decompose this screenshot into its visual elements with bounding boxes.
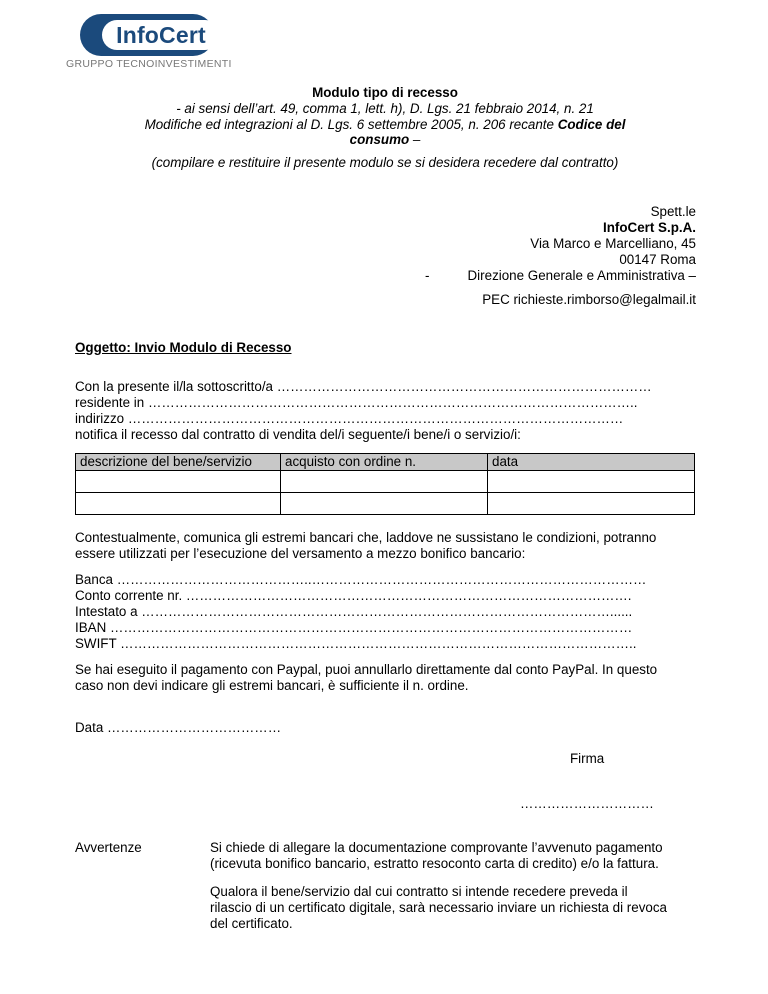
- bank-intro-line1: Contestualmente, comunica gli estremi bancari che, laddove ne sussistano le condizioni, potranno: [75, 530, 657, 545]
- subject-heading: Oggetto: Invio Modulo di Recesso: [75, 340, 292, 355]
- warnings-p2-line2: rilascio di un certificato digitale, sarà necessario inviare un richiesta di revoca: [210, 900, 667, 915]
- bank-field-swift[interactable]: SWIFT ……………………………………………………………………………………………………..: [75, 636, 637, 651]
- goods-table: [75, 453, 695, 515]
- table-row: [76, 493, 695, 515]
- body-line-residence: residente in ………………………………………………………………………………………………..: [75, 395, 638, 410]
- header-dash: –: [409, 132, 421, 147]
- warnings-p2-line1: Qualora il bene/servizio dal cui contratto si intende recedere preveda il: [210, 884, 628, 899]
- bank-intro-line2: essere utilizzati per l’esecuzione del versamento a mezzo bonifico bancario:: [75, 546, 526, 561]
- warnings-p1-line1: Si chiede di allegare la documentazione comprovante l’avvenuto pagamento: [210, 840, 663, 855]
- bank-field-intestato[interactable]: Intestato a ……………………………………………………………………………………………......: [75, 604, 633, 619]
- recipient-city: 00147 Roma: [619, 252, 696, 267]
- table-header-description: descrizione del bene/servizio: [76, 454, 281, 471]
- table-header-date: data: [488, 454, 695, 471]
- signature-field[interactable]: …………………………: [520, 796, 654, 811]
- table-cell-date[interactable]: [488, 493, 695, 515]
- header-consumo-text: consumo: [349, 132, 410, 147]
- bank-field-banca[interactable]: Banca ……………………………………..…………………………………………………………………: [75, 572, 647, 587]
- body-line-signatory: Con la presente il/la sottoscritto/a …………………………………………………………………………: [75, 379, 652, 394]
- header-modifications: [120, 117, 650, 132]
- table-cell-description[interactable]: [76, 471, 281, 493]
- signature-label: Firma: [570, 751, 605, 766]
- paypal-note-line1: Se hai eseguito il pagamento con Paypal, puoi annullarlo direttamente dal conto PayPal. In questo: [75, 662, 658, 677]
- logo-brand-text: InfoCert: [116, 22, 206, 48]
- bank-field-conto[interactable]: Conto corrente nr. ……………………………………………………………………………………….: [75, 588, 632, 603]
- recipient-bullet: -: [425, 268, 430, 283]
- paypal-note-line2: caso non devi indicare gli estremi bancari, è sufficiente il n. ordine.: [75, 678, 469, 693]
- table-cell-description[interactable]: [76, 493, 281, 515]
- table-cell-date[interactable]: [488, 471, 695, 493]
- header-consumo: [120, 132, 650, 147]
- table-cell-order[interactable]: [281, 493, 488, 515]
- infocert-logo: [66, 14, 236, 76]
- recipient-pec: PEC richieste.rimborso@legalmail.it: [482, 292, 696, 307]
- warnings-label: Avvertenze: [75, 840, 142, 855]
- recipient-salutation: Spett.le: [650, 204, 696, 219]
- warnings-p1-line2: (ricevuta bonifico bancario, estratto resoconto carta di credito) e/o la fattura.: [210, 856, 659, 871]
- bank-field-iban[interactable]: IBAN ………………………………………………………………………………………………………: [75, 620, 633, 635]
- table-row: [76, 471, 695, 493]
- date-field[interactable]: Data …………………………………: [75, 720, 282, 735]
- document-title: Modulo tipo di recesso: [312, 85, 458, 100]
- recipient-street: Via Marco e Marcelliano, 45: [530, 236, 696, 251]
- logo-badge: [80, 14, 214, 56]
- warnings-p2-line3: del certificato.: [210, 916, 293, 931]
- instruction-note: (compilare e restituire il presente modulo se si desidera recedere dal contratto): [151, 155, 619, 170]
- header-modifications-text: Modifiche ed integrazioni al D. Lgs. 6 settembre 2005, n. 206 recante: [144, 117, 558, 132]
- header-code-text: Codice del: [557, 117, 626, 132]
- table-cell-order[interactable]: [281, 471, 488, 493]
- header-law-reference: - ai sensi dell’art. 49, comma 1, lett. h), D. Lgs. 21 febbraio 2014, n. 21: [176, 101, 594, 116]
- table-header-row: [76, 454, 695, 471]
- body-line-notification: notifica il recesso dal contratto di vendita del/i seguente/i bene/i o servizio/i:: [75, 427, 521, 442]
- recipient-department: Direzione Generale e Amministrativa –: [467, 268, 696, 283]
- recipient-company: InfoCert S.p.A.: [603, 220, 696, 235]
- body-line-address: indirizzo …………………………………………………………………………………………………: [75, 411, 624, 426]
- table-header-order: acquisto con ordine n.: [281, 454, 488, 471]
- logo-group-text: GRUPPO TECNOINVESTIMENTI: [66, 58, 232, 70]
